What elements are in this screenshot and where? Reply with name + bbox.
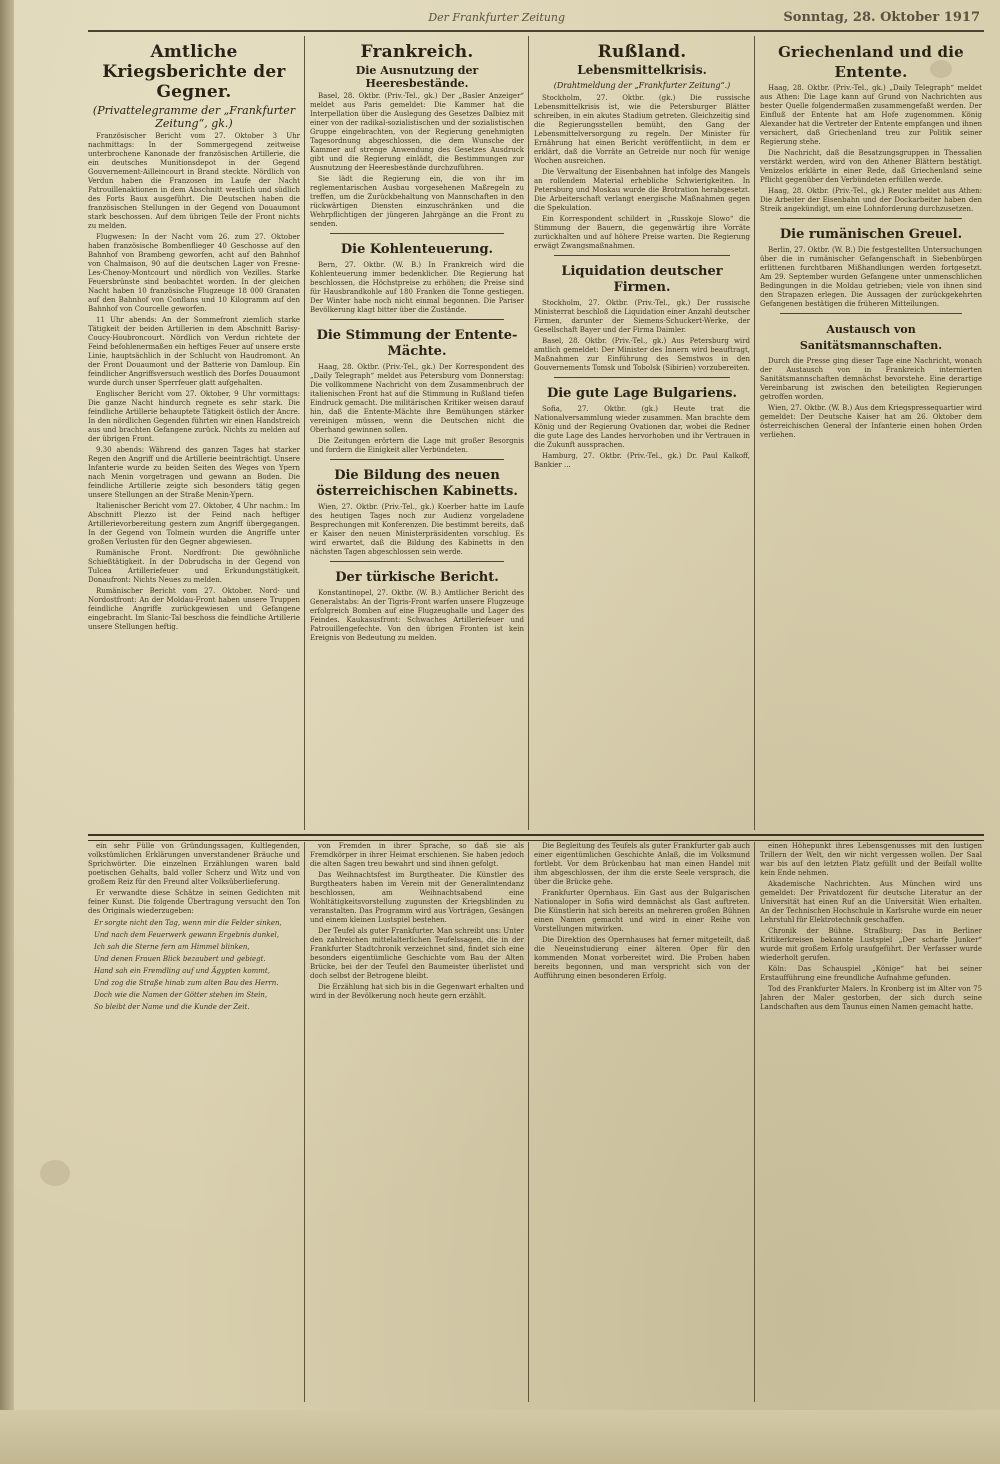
- article-body-coal-prices: [310, 261, 524, 315]
- subhead-austrian-cabinet: Die Bildung des neuen österreichischen Kabinetts.: [316, 468, 518, 499]
- column-russia: [534, 36, 750, 830]
- paragraph: Stockholm, 27. Oktbr. (gk.) Die russische Lebensmittelkrisis ist, wie die Petersburger Blätter schreiben, in ein akutes Stadium getreten. Gleichzeitig sind die Regierungsstellen bemüht, den Gang der Lebensmittelversorgung zu regeln. Der Minister für Ernährung hat einen Bericht veröffentlicht, in dem er erklärt, daß die Vorräte an Getreide nur noch für wenige Wochen ausreichen.: [534, 94, 750, 165]
- paragraph: Rumänische Front. Nordfront: Die gewöhnliche Schießtätigkeit. In der Dobrudscha in der Gegend von Tulcea Artilleriefeuer und Erkundungstätigkeit. Donaufront: Nichts Neues zu melden.: [88, 549, 300, 584]
- subhead-medical-exchange: Austausch von Sanitätsmannschaften.: [799, 323, 943, 352]
- paragraph: Haag, 28. Oktbr. (Priv.-Tel., gk.) „Daily Telegraph“ meldet aus Athen: Die Lage kann auf Grund von Nachrichten aus bester Quelle folgendermaßen zusammengefaßt werden. Der Einfluß der Entente hat am Hofe zugenommen. König Alexander hat die Vertreter der Entente empfangen und ihnen versichert, daß Griechenland treu zur Politik seiner Regierung stehe.: [760, 84, 982, 146]
- paragraph: Akademische Nachrichten. Aus München wird uns gemeldet: Der Privatdozent für deutsche Literatur an der Universität hat einen Ruf an die Universität Wien erhalten. An der Technischen Hochschule in Karlsruhe wurde ein neuer Lehrstuhl für Elektrotechnik geschaffen.: [760, 880, 982, 924]
- feuilleton-text-3: [534, 842, 750, 981]
- subhead-romanian-atrocities: Die rumänischen Greuel.: [779, 227, 963, 242]
- masthead-date: Sonntag, 28. Oktober 1917: [783, 9, 980, 25]
- paragraph: Englischer Bericht vom 27. Oktober, 9 Uhr vormittags: Die ganze Nacht hindurch regnete es sehr stark. Die feindliche Artillerie behauptete Tätigkeit östlich der Ancre. In den nördlichen Gegenden führten wir einen Handstreich aus und brachten Gefangene zurück. Nichts zu melden auf der übrigen Front.: [88, 390, 300, 443]
- masthead: [90, 6, 980, 28]
- feuilleton-rule: [88, 834, 984, 841]
- paragraph: Die Direktion des Opernhauses hat ferner mitgeteilt, daß die Neueinstudierung einer älteren Oper für den kommenden Monat vorbereitet wird. Die Proben haben bereits begonnen, und man verspricht sich von der Aufführung einen besonderen Erfolg.: [534, 936, 750, 980]
- article-body-food-crisis: [534, 94, 750, 251]
- paragraph: Das Weihnachtsfest im Burgtheater. Die Künstler des Burgtheaters haben im Verein mit der Generalintendanz beschlossen, am Weihnachtsabend eine Wohltätigkeitsvorstellung zugunsten der Kriegsblinden zu veranstalten. Das Programm wird aus Vorträgen, Gesängen und einem kleinen Lustspiel bestehen.: [310, 871, 524, 924]
- paragraph: Chronik der Bühne. Straßburg: Das in Berliner Kritikerkreisen bekannte Lustspiel „Der scharfe Junker“ wurde mit großem Erfolg uraufgeführt. Der Verfasser wurde wiederholt gerufen.: [760, 927, 982, 962]
- article-body-romanian-atrocities: [760, 246, 982, 309]
- paragraph: Köln: Das Schauspiel „Könige“ hat bei seiner Erstaufführung eine freundliche Aufnahme gefunden.: [760, 965, 982, 982]
- article-body-entente-mood: [310, 363, 524, 455]
- top-rule: [88, 30, 984, 32]
- article-body-semstwo: [534, 337, 750, 373]
- paragraph: Basel, 28. Oktbr. (Priv.-Tel., gk.) Aus Petersburg wird amtlich gemeldet: Der Minister des Innern wird beauftragt, Maßnahmen zur Einführung des Semstwos in den Gouvernements Tomsk und Tobolsk (Sibirien) vorzubereiten.: [534, 337, 750, 372]
- subhead-turkish-report: Der türkische Bericht.: [335, 570, 499, 585]
- feuilleton-column-2: [310, 842, 524, 1402]
- poem-line: So bleibt der Name und die Kunde der Zeit.: [94, 1003, 250, 1011]
- headline-greece: Griechenland und die Entente.: [778, 43, 964, 81]
- poem-line: Und zog die Straße hinab zum alten Bau des Herrn.: [94, 979, 279, 987]
- paragraph: Haag, 28. Oktbr. (Priv.-Tel., gk.) Reuter meldet aus Athen: Die Arbeiter der Eisenbahn und der Dockarbeiter haben den Streik angekündigt, um eine Lohnforderung durchzusetzen.: [760, 187, 982, 213]
- paragraph: Stockholm, 27. Oktbr. (Priv.-Tel., gk.) Der russische Ministerrat beschloß die Liquidation einer Anzahl deutscher Firmen, darunter der Siemens-Schuckert-Werke, der Gesellschaft Bayer und der Firma Daimler.: [534, 299, 750, 334]
- divider: [330, 233, 504, 234]
- paragraph: Ein Korrespondent schildert in „Russkoje Slowo“ die Stimmung der Bauern, die gegenwärtig ihre Vorräte zurückhalten und auf höhere Preise warten. Die Regierung erwägt Zwangsmaßnahmen.: [534, 215, 750, 250]
- feuilleton-column-3: [534, 842, 750, 1402]
- paragraph: Der Teufel als guter Frankfurter. Man schreibt uns: Unter den zahlreichen mittelalterlichen Teufelssagen, die in der Frankfurter Stadtchronik verzeichnet sind, findet sich eine besonders eigentümliche Geschichte vom Bau der Alten Brücke, bei der der Teufel den Baumeister überlistet und doch selbst der Betrogene bleibt.: [310, 927, 524, 980]
- paragraph: Rumänischer Bericht vom 27. Oktober. Nord- und Nordostfront: An der Moldau-Front haben unsere Truppen feindliche Angriffe zurückgewiesen und Gefangene eingebracht. Im Slanic-Tal beschoss die feindliche Artillerie unsere Stellungen heftig.: [88, 587, 300, 631]
- paragraph: 11 Uhr abends: An der Sommefront ziemlich starke Tätigkeit der beiden Artillerien in dem Abschnitt Barisy-Coucy-Houbroncourt. Nördlich von Verdun richtete der Feind befohlenermaßen ein heftiges Feuer auf unsere erste Linie, hauptsächlich in der Schlucht von Haudromont. An der Front Douaumont und der Batterie von Damloup. Ein feindlicher Angriffsversuch westlich des Dorfes Douaumont wurde durch unser Sperrfeuer glatt aufgehalten.: [88, 316, 300, 387]
- subhead-entente-mood: Die Stimmung der Entente-Mächte.: [316, 328, 518, 359]
- poem-line: Doch wie die Namen der Götter stehen im Stein,: [94, 991, 268, 999]
- paragraph: Flugwesen: In der Nacht vom 26. zum 27. Oktober haben französische Bombenflieger 40 Geschosse auf den Bahnhof von Brambeng geworfen, acht auf den Bahnhof von Chalmaison, 90 auf die deutschen Lager von Fresne-Les-Chenoy-Montcourt und nördlich von Vezilles. Starke Feuersbrünste sind beobachtet worden. In der gleichen Nacht haben 10 französische Flugzeuge 18 000 Granaten auf den Bahnhof von Conflans und 10 Kilogramm auf den Bahnhof von Courcelle geworfen.: [88, 233, 300, 313]
- article-body-liquidation: [534, 299, 750, 335]
- paragraph: Bern, 27. Oktbr. (W. B.) In Frankreich wird die Kohlenteuerung immer bedenklicher. Die Regierung hat beschlossen, die Höchstpreise zu erhöhen; die Preise sind für Hausbrandkohle auf 180 Franken die Tonne gestiegen. Der Winter habe noch nicht einmal begonnen. Die Pariser Bevölkerung klagt bitter über die Zustände.: [310, 261, 524, 314]
- page-bottom-margin: [0, 1410, 1000, 1464]
- upper-section: [88, 36, 984, 830]
- paragraph: ein sehr Fülle von Gründungssagen, Kultlegenden, volkstümlichen Erklärungen unverstandener Bräuche und Sprichwörter. Die einzelnen Erzählungen waren bald poetischen Gehalts, bald voller Scherz und Witz und von großem Reiz für den Freund alter Volksüberlieferung.: [88, 842, 300, 886]
- poem-line: Ich sah die Sterne fern am Himmel blinken,: [94, 943, 250, 951]
- paragraph: Frankfurter Opernhaus. Ein Gast aus der Bulgarischen Nationaloper in Sofia wird demnächst als Gast auftreten. Die Künstlerin hat sich bereits an mehreren großen Bühnen einen Namen gemacht und wird in einer Reihe von Vorstellungen mitwirken.: [534, 889, 750, 933]
- divider: [554, 255, 730, 256]
- paragraph: Die Zeitungen erörtern die Lage mit großer Besorgnis und fordern die Einigkeit aller Verbündeten.: [310, 437, 524, 454]
- divider: [554, 377, 730, 378]
- paragraph: Wien, 27. Oktbr. (Priv.-Tel., gk.) Koerber hatte im Laufe des heutigen Tages noch zur Audienz vorgeladene Besprechungen mit Konferenzen. Die bestimmt bereits, daß er Kaiser den neuen Ministerpräsidenten vorschlug. Es wird erwartet, daß die Bildung des Kabinetts in den nächsten Tagen abgeschlossen sein werde.: [310, 503, 524, 556]
- article-body-austrian-cabinet: [310, 503, 524, 557]
- article-body-war-reports: [88, 132, 300, 632]
- article-body-greece: [760, 84, 982, 214]
- column-divider: [754, 36, 755, 830]
- paragraph: Berlin, 27. Oktbr. (W. B.) Die festgestellten Untersuchungen über die in rumänischer Gefangenschaft in Siebenbürgen erlittenen furchtbaren Mißhandlungen werden fortgesetzt. Am 29. September wurden Gefangene unter unmenschlichen Bedingungen in die Moldau getrieben; viele von ihnen sind den Strapazen erlegen. Die Aussagen der zurückgekehrten Gefangenen bestätigen die früheren Mitteilungen.: [760, 246, 982, 308]
- column-divider: [528, 842, 529, 1402]
- byline-food-crisis: (Drahtmeldung der „Frankfurter Zeitung“.): [553, 81, 731, 90]
- column-war-reports: [88, 36, 300, 830]
- paragraph: Konstantinopel, 27. Oktbr. (W. B.) Amtlicher Bericht des Generalstabs: An der Tigris-Front warfen unsere Flugzeuge erfolgreich Bomben auf eine Flugzeughalle und Lager des Feindes. Kaukasusfront: Schwaches Artilleriefeuer und Patrouillengefechte. Von den übrigen Fronten ist kein Ereignis von Bedeutung zu melden.: [310, 589, 524, 642]
- paragraph: Die Begleitung des Teufels als guter Frankfurter gab auch einer eigentümlichen Geschichte Anlaß, die im Volksmund fortlebt. Vor dem Brückenbau hat man einen Handel mit ihm abgeschlossen, der ihm die erste Seele versprach, die über die Brücke gehe.: [534, 842, 750, 886]
- paragraph: Haag, 28. Oktbr. (Priv.-Tel., gk.) Der Korrespondent des „Daily Telegraph“ meldet aus Petersburg vom Donnerstag: Die vollkommene Nachricht von dem Zusammenbruch der italienischen Front hat auf die Stimmung in Rußland tiefen Eindruck gemacht. Die militärischen Kritiker weisen darauf hin, daß die Entente-Mächte ihre Bemühungen stärker vereinigen müssen, wenn die Deutschen nicht die Oberhand gewinnen sollen.: [310, 363, 524, 434]
- paragraph: Basel, 28. Oktbr. (Priv.-Tel., gk.) Der „Basler Anzeiger“ meldet aus Paris gemeldet: Die Kammer hat die Interpellation über die Auslegung des Gesetzes Dalbiez mit einer von der radikal-sozialistischen und der sozialistischen Gruppe eingebrachten, von der Regierung genehmigten Tagesordnung abgeschlossen, die dem Wunsche der Kammer auf strenge Anwendung des Gesetzes Ausdruck gibt und die Regierung einlädt, die Bestimmungen zur Ausnutzung der Heeresbestände durchzuführen.: [310, 92, 524, 172]
- subhead-food-crisis: Lebensmittelkrisis.: [577, 63, 707, 77]
- paragraph: einen Höhepunkt ihres Lebensgenusses mit den lustigen Trillern der Welt, den wir nicht vergessen wollen. Der Saal war bis auf den letzten Platz gefüllt und der Beifall wollte kein Ende nehmen.: [760, 842, 982, 877]
- subhead-bulgaria: Die gute Lage Bulgariens.: [546, 386, 738, 401]
- poem-line: Er sorgte nicht den Tag, wenn mir die Felder sinken,: [94, 919, 282, 927]
- column-divider: [304, 36, 305, 830]
- divider: [780, 313, 962, 314]
- article-body-turkish-report: [310, 589, 524, 643]
- divider: [780, 218, 962, 219]
- paragraph: Die Nachricht, daß die Besatzungsgruppen in Thessalien verstärkt werden, wird von den Athener Blättern bestätigt. Venizelos erklärte in einer Rede, daß Griechenland seine Pflicht gegenüber den Verbündeten erfüllen werde.: [760, 149, 982, 184]
- divider: [330, 459, 504, 460]
- poem-line: Und nach dem Feuerwerk gewann Ergebnis dunkel,: [94, 931, 279, 939]
- article-body-army-stocks: [310, 92, 524, 229]
- paper-stain: [40, 1160, 70, 1186]
- subhead-coal-prices: Die Kohlenteuerung.: [340, 242, 494, 257]
- paragraph: Wien, 27. Oktbr. (W. B.) Aus dem Kriegspressequartier wird gemeldet: Der Deutsche Kaiser hat am 26. Oktober dem österreichischen General der Infanterie einen hohen Orden verliehen.: [760, 404, 982, 439]
- feuilleton-column-4: [760, 842, 982, 1402]
- paragraph: Sie lädt die Regierung ein, die von ihr im reglementarischen Ausbau vorgesehenen Maßregeln zu treffen, um die Zurückbehaltung von Mannschaften in den rückwärtigen Diensten einzuschränken und die Wehrpflichtigen der jüngeren Jahrgänge an die Front zu senden.: [310, 175, 524, 228]
- feuilleton-text-4: [760, 842, 982, 1012]
- poem-line: Und denen Frauen Blick bezaubert und gebiegt.: [94, 955, 266, 963]
- feuilleton-text-2: [310, 842, 524, 1001]
- paragraph: Sofia, 27. Oktbr. (gk.) Heute trat die Nationalversammlung wieder zusammen. Man brachte dem König und der Regierung Ovationen dar, wobei die Redner die gute Lage des Landes hervorhoben und ihr Vertrauen in die Zukunft aussprachen.: [534, 405, 750, 449]
- column-divider: [528, 36, 529, 830]
- column-greece: [760, 36, 982, 830]
- headline-russia: Rußland.: [597, 42, 687, 62]
- headline-france: Frankreich.: [360, 42, 474, 62]
- feuilleton-poem: [88, 918, 300, 1012]
- article-body-bulgaria: [534, 405, 750, 470]
- column-france: [310, 36, 524, 830]
- column-divider: [304, 842, 305, 1402]
- paragraph: Die Erzählung hat sich bis in die Gegenwart erhalten und wird in der Bevölkerung noch heute gern erzählt.: [310, 983, 524, 1000]
- feuilleton-text-1: [88, 842, 300, 916]
- subhead-army-stocks: Die Ausnutzung der Heeresbestände.: [355, 64, 479, 90]
- divider: [330, 319, 504, 320]
- paragraph: Die Verwaltung der Eisenbahnen hat infolge des Mangels an rollendem Material erhebliche Schwierigkeiten. In Petersburg und Moskau wurde die Brotration herabgesetzt. Die Arbeiterschaft verlangt energische Maßnahmen gegen die Spekulation.: [534, 168, 750, 212]
- paragraph: Er verwandte diese Schätze in seinen Gedichten mit feiner Kunst. Die folgende Übertragung versucht den Ton des Originals wiederzugeben:: [88, 889, 300, 915]
- paragraph: Französischer Bericht vom 27. Oktober 3 Uhr nachmittags: In der Sommergegend zeitweise unterbrochene Kanonade der französischen Artillerie, die ein deutsches Munitionsdepot in der Gegend Gouvernement-Ailleincourt in Brand steckte. Nördlich von Verdun haben die Franzosen im Laufe der Nacht Patrouillenaktionen in dem Abschnitt westlich und südlich des Forts Baux ausgeführt. Die Deutschen haben die französischen Stellungen in der Gegend von Douaumont stark beschossen. Auf dem übrigen Teile der Front nichts zu melden.: [88, 132, 300, 230]
- paragraph: Tod des Frankfurter Malers. In Kronberg ist im Alter von 75 Jahren der Maler gestorben, der sich durch seine Landschaften aus dem Taunus einen Namen gemacht hatte.: [760, 985, 982, 1011]
- feuilleton-section: [88, 842, 984, 1402]
- masthead-paper-name: Der Frankfurter Zeitung: [428, 10, 566, 24]
- paragraph: Italienischer Bericht vom 27. Oktober, 4 Uhr nachm.: Im Abschnitt Plezzo ist der Feind nach heftiger Artillerievorbereitung gestern zum Angriff übergegangen. In der Gegend von Tolmein wurden die Angriffe unter großen Verlusten für den Gegner abgewiesen.: [88, 502, 300, 546]
- paragraph: Hamburg, 27. Oktbr. (Priv.-Tel., gk.) Dr. Paul Kalkoff, Bankier ...: [534, 452, 750, 469]
- poem-line: Hand sah ein Fremdling auf und Ägypten kommt,: [94, 967, 270, 975]
- feuilleton-column-1: [88, 842, 300, 1402]
- divider: [330, 561, 504, 562]
- paper-stain: [930, 60, 952, 78]
- binding-spine: [0, 0, 14, 1464]
- article-body-medical-exchange: [760, 357, 982, 440]
- paragraph: von Fremden in ihrer Sprache, so daß sie als Fremdkörper in ihrer Heimat erschienen. Sie haben jedoch die alten Sagen treu bewahrt und sind ihnen gefolgt.: [310, 842, 524, 868]
- paragraph: 9.30 abends: Während des ganzen Tages hat starker Regen den Angriff und die Artillerie beeinträchtigt. Unsere Infanterie wurde zu beiden Seiten des Weges von Ypern nach Menin vorgetragen und gewann an Boden. Die feindliche Artillerie zeigte sich besonders tätig gegen unsere Stellungen an der Straße Menin-Ypern.: [88, 446, 300, 499]
- subhead-liquidation: Liquidation deutscher Firmen.: [561, 264, 723, 295]
- paragraph: Durch die Presse ging dieser Tage eine Nachricht, wonach der Austausch von in Frankreich internierten Sanitätsmannschaften demnächst bevorstehe. Eine derartige Vereinbarung ist zwischen den beteiligten Regierungen getroffen worden.: [760, 357, 982, 401]
- byline-war-reports: (Privattelegramme der „Frankfurter Zeitung“, gk.): [92, 104, 296, 130]
- headline-war-reports: Amtliche Kriegsberichte der Gegner.: [102, 42, 286, 102]
- column-divider: [754, 842, 755, 1402]
